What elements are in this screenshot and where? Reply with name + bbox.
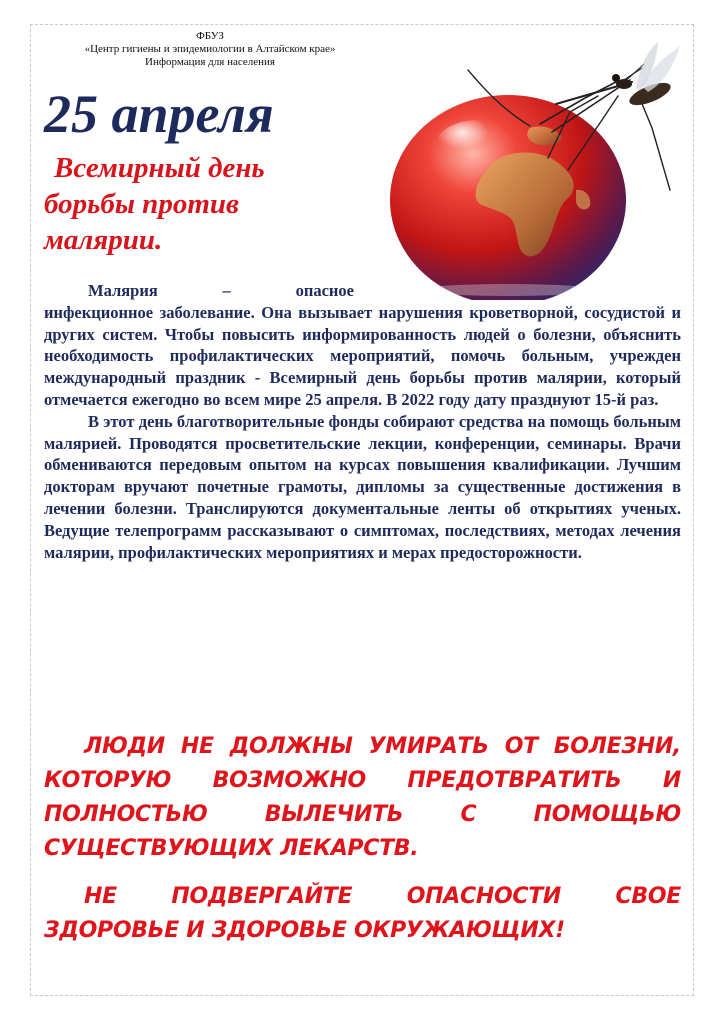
paragraph-1-body: инфекционное заболевание. Она вызывает нарушения кроветворной, сосудистой и других систем. Чтобы повысить информированность людей о болезни, объяснить необходимость профилактических мероприятий, помочь больным, учрежден международный праздник - Всемирный день борьбы против малярии, который отмечается ежегодно во всем мире 25 апреля. В 2022 году дату празднуют 15-й раз. (44, 302, 681, 409)
article-body (44, 280, 681, 563)
audience-note: Информация для населения (145, 56, 275, 68)
date-title: 25 апреля (44, 84, 274, 144)
org-abbrev: ФБУЗ (196, 30, 224, 42)
paragraph-1-opening: Малярия – опасное (88, 281, 354, 300)
org-header (60, 30, 360, 69)
event-title-line-3: малярии. (44, 224, 163, 256)
event-title (44, 150, 344, 258)
warning-message-2: НЕ ПОДВЕРГАЙТЕ ОПАСНОСТИ СВОЕ ЗДОРОВЬЕ И ЗДОРОВЬЕ ОКРУЖАЮЩИХ! (44, 884, 681, 943)
event-title-line-2: борьбы против (44, 188, 239, 220)
warning-message-1: ЛЮДИ НЕ ДОЛЖНЫ УМИРАТЬ ОТ БОЛЕЗНИ, КОТОРУЮ ВОЗМОЖНО ПРЕДОТВРАТИТЬ И ПОЛНОСТЬЮ ВЫЛЕЧИТЬ С ПОМОЩЬЮ СУЩЕСТВУЮЩИХ ЛЕКАРСТВ. (44, 734, 681, 861)
paragraph-2: В этот день благотворительные фонды собирают средства на помощь больным малярией. Проводятся просветительские лекции, конференции, семинары. Врачи обмениваются передовым опытом на курсах повышения квалификации. Лучшим докторам вручают почетные грамоты, дипломы за существенные достижения в лечении болезни. Транслируются документальные ленты об открытиях ученых. Ведущие телепрограмм рассказывают о симптомах, последствиях, методах лечения малярии, профилактических мероприятиях и мерах предосторожности. (44, 411, 681, 562)
org-full-name: «Центр гигиены и эпидемиологии в Алтайском крае» (84, 43, 336, 55)
mosquito-on-globe-icon (380, 40, 680, 300)
event-title-line-1: Всемирный день (54, 152, 265, 184)
